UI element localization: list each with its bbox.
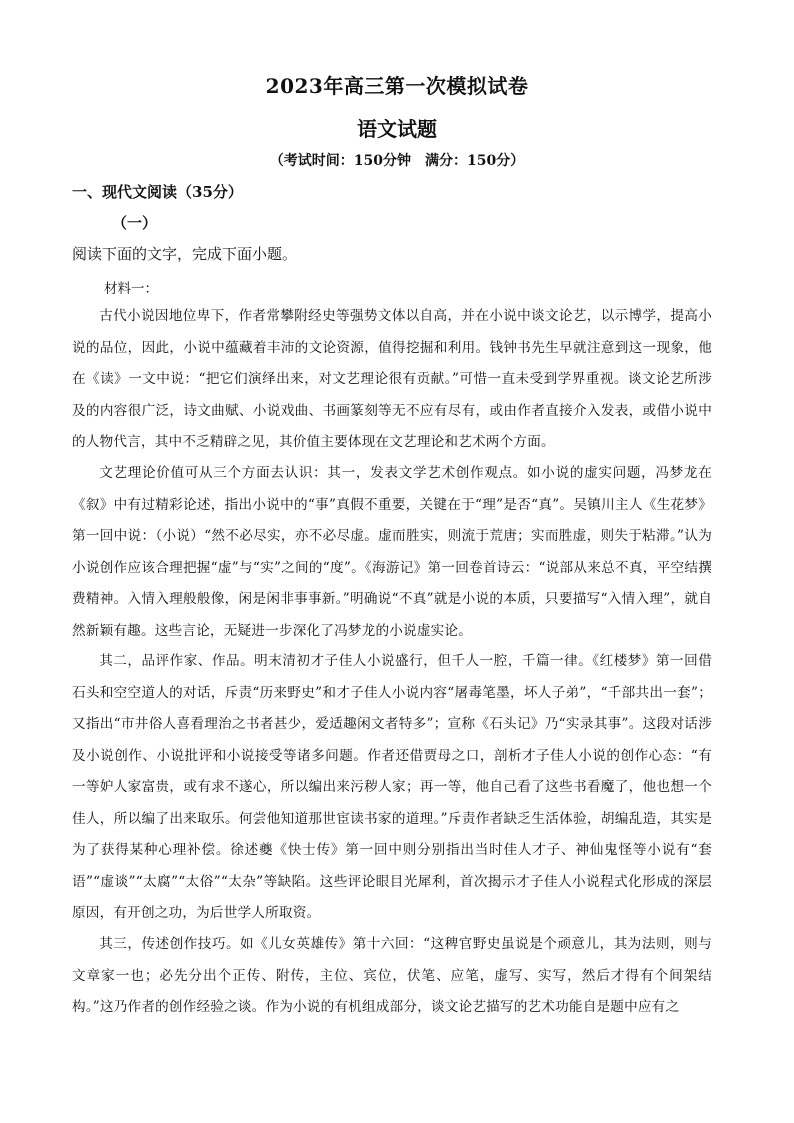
material-label: 材料一： [104, 281, 158, 297]
section-heading: 一、现代文阅读（35分） [72, 183, 243, 201]
part-label: （一） [112, 214, 158, 232]
instruction-text: 阅读下面的文字，完成下面小题。 [72, 245, 298, 263]
exam-subtitle: 语文试题 [357, 117, 437, 141]
exam-info: （考试时间：150分钟 满分：150分） [269, 153, 525, 169]
paragraph: 古代小说因地位卑下，作者常攀附经史等强势文体以自高，并在小说中谈文论艺，以示博学，提高小说的品位，因此，小说中蕴藏着丰沛的文论资源，值得挖掘和利用。钱钟书先生早就注意到这一现象，他在《读》一文中说：“把它们演绎出来，对文艺理论很有贡献。”可惜一直未受到学界重视。谈文论艺所涉及的内容很广泛，诗文曲赋、小说戏曲、书画篆刻等无不应有尽有，或由作者直接介入发表，或借小说中的人物代言，其中不乏精辟之见，其价值主要体现在文艺理论和艺术两个方面。 [72, 308, 712, 450]
paragraph: 其二，品评作家、作品。明末清初才子佳人小说盛行，但千人一腔，千篇一律。《红楼梦》第一回借石头和空空道人的对话，斥责“历来野史”和才子佳人小说内容“屠毒笔墨，坏人子弟”，“千部共出一套”；又指出“市井俗人喜看理治之书者甚少，爱适趣闲文者特多”；宣称《石头记》乃“实录其事”。这段对话涉及小说创作、小说批评和小说接受等诸多问题。作者还借贾母之口，剖析才子佳人小说的创作心态：“有一等妒人家富贵，或有求不遂心，所以编出来污秽人家；再一等，他自己看了这些书看魔了，他也想一个佳人，所以编了出来取乐。何尝他知道那世宦读书家的道理。”斥责作者缺乏生活体验，胡编乱造，其实是为了获得某种心理补偿。徐述夔《快士传》第一回中则分别指出当时佳人才子、神仙鬼怪等小说有“套语”“虚谈”“太腐”“太俗”“太杂”等缺陷。这些评论眼目光犀利，首次揭示才子佳人小说程式化形成的深层原因，有开创之功，为后世学人所取资。 [72, 653, 712, 921]
exam-title: 2023年高三第一次模拟试卷 [265, 74, 529, 98]
paragraph: 其三，传述创作技巧。如《儿女英雄传》第十六回：“这稗官野史虽说是个顽意儿，其为法则，则与文章家一也；必先分出个正传、附传，主位、宾位，伏笔、应笔，虚写、实写，然后才得有个间架结构。”这乃作者的创作经验之谈。作为小说的有机组成部分，谈文论艺描写的艺术功能自是题中应有之 [72, 936, 712, 1015]
paragraph: 文艺理论价值可从三个方面去认识：其一，发表文学艺术创作观点。如小说的虚实问题，冯梦龙在《叙》中有过精彩论述，指出小说中的“事”真假不重要，关键在于“理”是否“真”。吴镇川主人《生花梦》第一回中说：（小说）“然不必尽实，亦不必尽虚。虚而胜实，则流于荒唐；实而胜虚，则失于粘滞。”认为小说创作应该合理把握“虚”与“实”之间的“度”。《海游记》第一回卷首诗云：“说部从来总不真，平空结撰费精神。入情入理般般像，闲是闲非事事新。”明确说“不真”就是小说的本质，只要描写“入情入理”，就自然新颖有趣。这些言论，无疑进一步深化了冯梦龙的小说虚实论。 [72, 465, 712, 639]
